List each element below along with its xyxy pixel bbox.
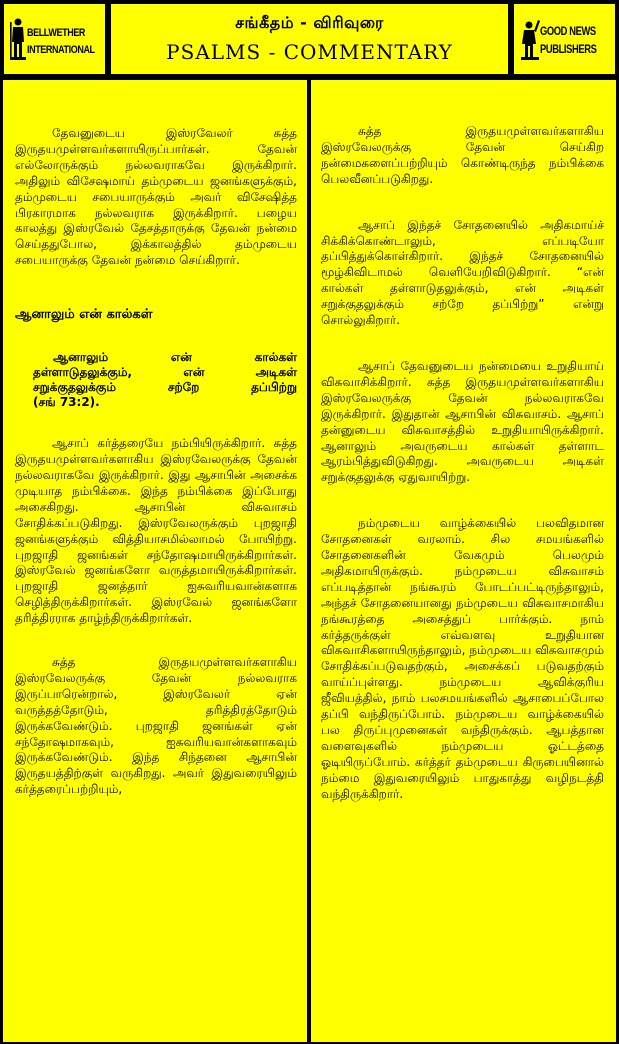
good-news-logo-text	[540, 24, 612, 56]
right-paragraph-1: சுத்த இருதயமுள்ளவர்களாகிய இஸ்ரவேலருக்கு தேவன் செய்கிற நன்மைகளைப்பற்றியும் கொண்டிருந்த நம்பிக்கை பெலவீனப்படுகிறது.	[321, 124, 604, 186]
good-news-logo-line1: GOOD NEWS	[540, 24, 596, 38]
right-paragraph-3: ஆசாப் தேவனுடைய நன்மையை உறுதியாய் விசுவாசிக்கிறார். சுத்த இருதயமுள்ளவர்களாகிய இஸ்ரவேலருக்கு தேவன் நல்லவராகவே இருக்கிறார். இதுதான் ஆசாபின் விசுவாசம். ஆசாப் தன்னுடைய விசுவாசத்தில் உறுதியாயிருக்கிறார். ஆனாலும் அவருடைய கால்கள் தள்ளாட ஆரம்பித்துவிடுகிறது. அவருடைய அடிகள் சறுக்குதலுக்கு ஏதுவாயிற்று.	[321, 358, 604, 485]
bellwether-logo	[10, 18, 102, 62]
left-paragraph-3: சுத்த இருதயமுள்ளவர்களாகிய இஸ்ரவேலருக்கு தேவன் நல்லவராக இருப்பாரென்றால், இஸ்ரவேலர் ஏன் வருத்தத்தோடும், தரித்திரத்தோடும் இருக்கவேண்டும். புறஜாதி ஜனங்கள் ஏன் சந்தோஷமாகவும், ஐசுவரியவான்களாகவும் இருக்கவேண்டும். இந்த சிந்தனை ஆசாபின் இருதயத்திற்குள் வருகிறது. அவர் இதுவரையிலும் கர்த்தரைப்பற்றியும்,	[15, 655, 297, 797]
good-news-logo-box	[513, 3, 616, 75]
good-news-logo-line2: PUBLISHERS	[540, 42, 597, 56]
scripture-quote	[33, 350, 297, 410]
quote-line-1: ஆனாலும் என் கால்கள்	[53, 350, 297, 365]
title-box	[110, 3, 509, 75]
left-paragraph-1: தேவனுடைய இஸ்ரவேலர் சுத்த இருதயமுள்ளவர்களாயிருப்பார்கள். தேவன் எல்லோருக்கும் நல்லவராகவே இருக்கிறார். அதிலும் விசேஷமாய் தம்முடைய ஜனங்களுக்கும், தம்முடைய சபையாருக்கும் அவர் விசேஷித்த பிரகாரமாக நல்லவராக இருக்கிறார். பழைய காலத்து இஸ்ரவேல் தேசத்தாருக்கு தேவன் நன்மை செய்ததுபோல, இக்காலத்தில் தம்முடைய சபையாருக்கு தேவன் நன்மை செய்கிறார்.	[15, 126, 297, 268]
right-paragraph-2: ஆசாப் இந்தச் சோதனையில் அதிகமாய்ச் சிக்கிக்கொண்டாலும், எப்படியோ தப்பித்துக்கொள்கிறார். இந்தச் சோதனையில் மூழ்கிவிடாமல் வெளியேறிவிடுகிறார். “என் கால்கள் தள்ளாடுதலுக்கும், என் அடிகள் சறுக்குதலுக்கும் சற்றே தப்பிற்று” என்று சொல்லுகிறார்.	[321, 217, 604, 328]
bellwether-logo-text	[27, 28, 110, 56]
page-title-english: PSALMS - COMMENTARY	[166, 40, 453, 64]
quote-line-4: (சங் 73:2).	[33, 395, 100, 410]
left-paragraph-2: ஆசாப் கர்த்தரையே நம்பியிருக்கிறார். சுத்த இருதயமுள்ளவர்களாகிய இஸ்ரவேலருக்கு தேவன் நல்லவராகவே இருக்கிறார். இது ஆசாபின் அசைக்க முடியாத நம்பிக்கை. இந்த நம்பிக்கை இப்போது அசைகிறது. ஆசாபின் விசுவாசம் சோதிக்கப்படுகிறது. இஸ்ரவேலருக்கும் புறஜாதி ஜனங்களுக்கும் வித்தியாசமில்லாமல் போயிற்று. புறஜாதி ஜனங்கள் சந்தோஷமாயிருக்கிறார்கள். இஸ்ரவேல் ஜனங்களோ வருத்தமாயிருக்கிறார்கள். புறஜாதி ஜனத்தார் ஐசுவரியவான்களாக செழித்திருக்கிறார்கள். இஸ்ரவேல் ஜனங்களோ தரித்திரராக தாழ்ந்திருக்கிறார்கள்.	[15, 436, 297, 626]
quote-line-2: தள்ளாடுதலுக்கும், என் அடிகள்	[33, 365, 297, 380]
header	[0, 0, 619, 78]
quote-line-3: சறுக்குதலுக்கும் சற்றே தப்பிற்று	[33, 380, 297, 395]
right-column	[311, 80, 616, 1042]
lamp-bearer-figure-icon	[520, 18, 540, 60]
section-heading: ஆனாலும் என் கால்கள்	[15, 307, 153, 323]
bellwether-logo-line1: BELLWETHER	[27, 27, 86, 39]
good-news-logo	[520, 18, 612, 62]
bellwether-logo-box	[3, 3, 106, 75]
left-column	[3, 80, 307, 1042]
page-title-tamil: சங்கீதம் - விரிவுரை	[235, 13, 384, 32]
bellwether-logo-line2: INTERNATIONAL	[27, 44, 95, 56]
right-paragraph-4: நம்முடைய வாழ்க்கையில் பலவிதமான சோதனைகள் வரலாம். சில சமயங்களில் சோதனைகளின் வேகமும் பெலமும் அதிகமாயிருக்கும். நம்முடைய விசுவாசம் எப்படித்தான் நங்கூரம் போடப்பட்டிருந்தாலும், அந்தச் சோதனையானது நம்முடைய விசுவாசமாகிய நங்கூரத்தை அசைத்துப் பார்க்கும். நாம் கர்த்தருக்குள் எவ்வளவு உறுதியான விசுவாசிகளாயிருந்தாலும், நம்முடைய விசுவாசமும் சோதிக்கப்படுவதற்கும், அசைக்கப் படுவதற்கும் வாய்ப்புள்ளது. நம்முடைய ஆவிக்குரிய ஜீவியத்தில், நாம் பலசமயங்களில் ஆசாபைப்போல தப்பி வந்திருப்போம். நம்முடைய வாழ்க்கையில் பல திருப்புமுனைகள் வந்திருக்கும். ஆபத்தான வளைவுகளில் நம்முடைய ஓட்டத்தை ஓடியிருப்போம். கர்த்தர் தம்முடைய கிருபையினால் நம்மை இதுவரையிலும் பாதுகாத்து வழிநடத்தி வந்திருக்கிறார்.	[321, 516, 604, 801]
shepherd-figure-icon	[10, 18, 26, 60]
